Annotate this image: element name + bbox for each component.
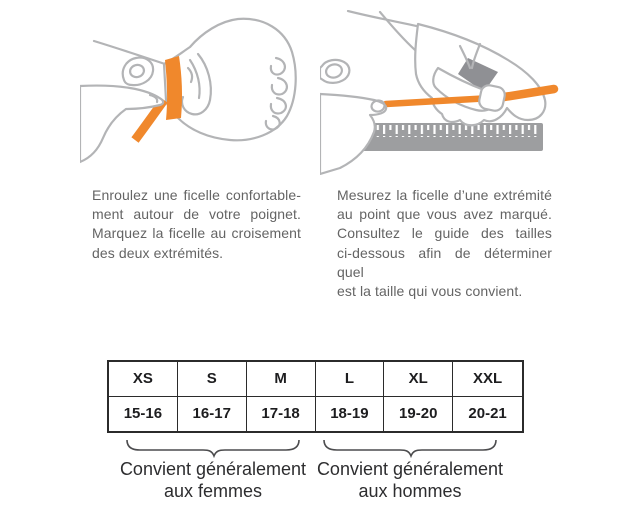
step1-instruction	[92, 186, 301, 263]
size-range-xs: 15-16	[109, 397, 178, 432]
step2-line: ci-dessous afin de déterminer quel	[337, 244, 552, 280]
step1-line: ment autour de votre poignet.	[92, 206, 301, 223]
step2-line: au point que vous avez marqué.	[337, 206, 552, 223]
size-header-xxl: XXL	[453, 362, 522, 397]
size-range-xxl: 20-21	[468, 405, 507, 423]
legend-women-line2: aux femmes	[163, 481, 263, 501]
step1-line: des deux extrémités.	[92, 244, 224, 261]
size-header-m: M	[247, 362, 316, 397]
brace-men-icon	[321, 440, 501, 458]
brace-women-icon	[124, 440, 304, 458]
legend-women-line1: Convient généralement	[119, 459, 307, 479]
legend-men-line2: aux hommes	[358, 481, 462, 501]
size-header-l: L	[316, 362, 385, 397]
step1-line: Enroulez une ficelle confortable-	[92, 187, 301, 203]
measure-string-with-ruler-icon	[320, 10, 560, 175]
size-header-xs: XS	[109, 362, 178, 397]
size-range-xl: 19-20	[384, 397, 453, 432]
step2-line: est la taille qui vous convient.	[337, 283, 523, 300]
step1-line: Marquez la ficelle au croisement	[92, 225, 301, 242]
size-range-l: 18-19	[316, 397, 385, 432]
size-header-xl: XL	[384, 362, 453, 397]
wrap-string-around-wrist-icon	[80, 10, 300, 175]
size-range-m: 17-18	[247, 397, 316, 432]
legend-men	[290, 458, 530, 502]
step2-line: Mesurez la ficelle d’une extrémité	[337, 187, 552, 203]
legend-men-line1: Convient généralement	[316, 459, 504, 479]
size-range-s: 16-17	[178, 397, 247, 432]
step2-instruction	[337, 186, 552, 301]
size-header-s: S	[178, 362, 247, 397]
step2-line: Consultez le guide des tailles	[337, 225, 552, 242]
size-table	[107, 360, 524, 433]
